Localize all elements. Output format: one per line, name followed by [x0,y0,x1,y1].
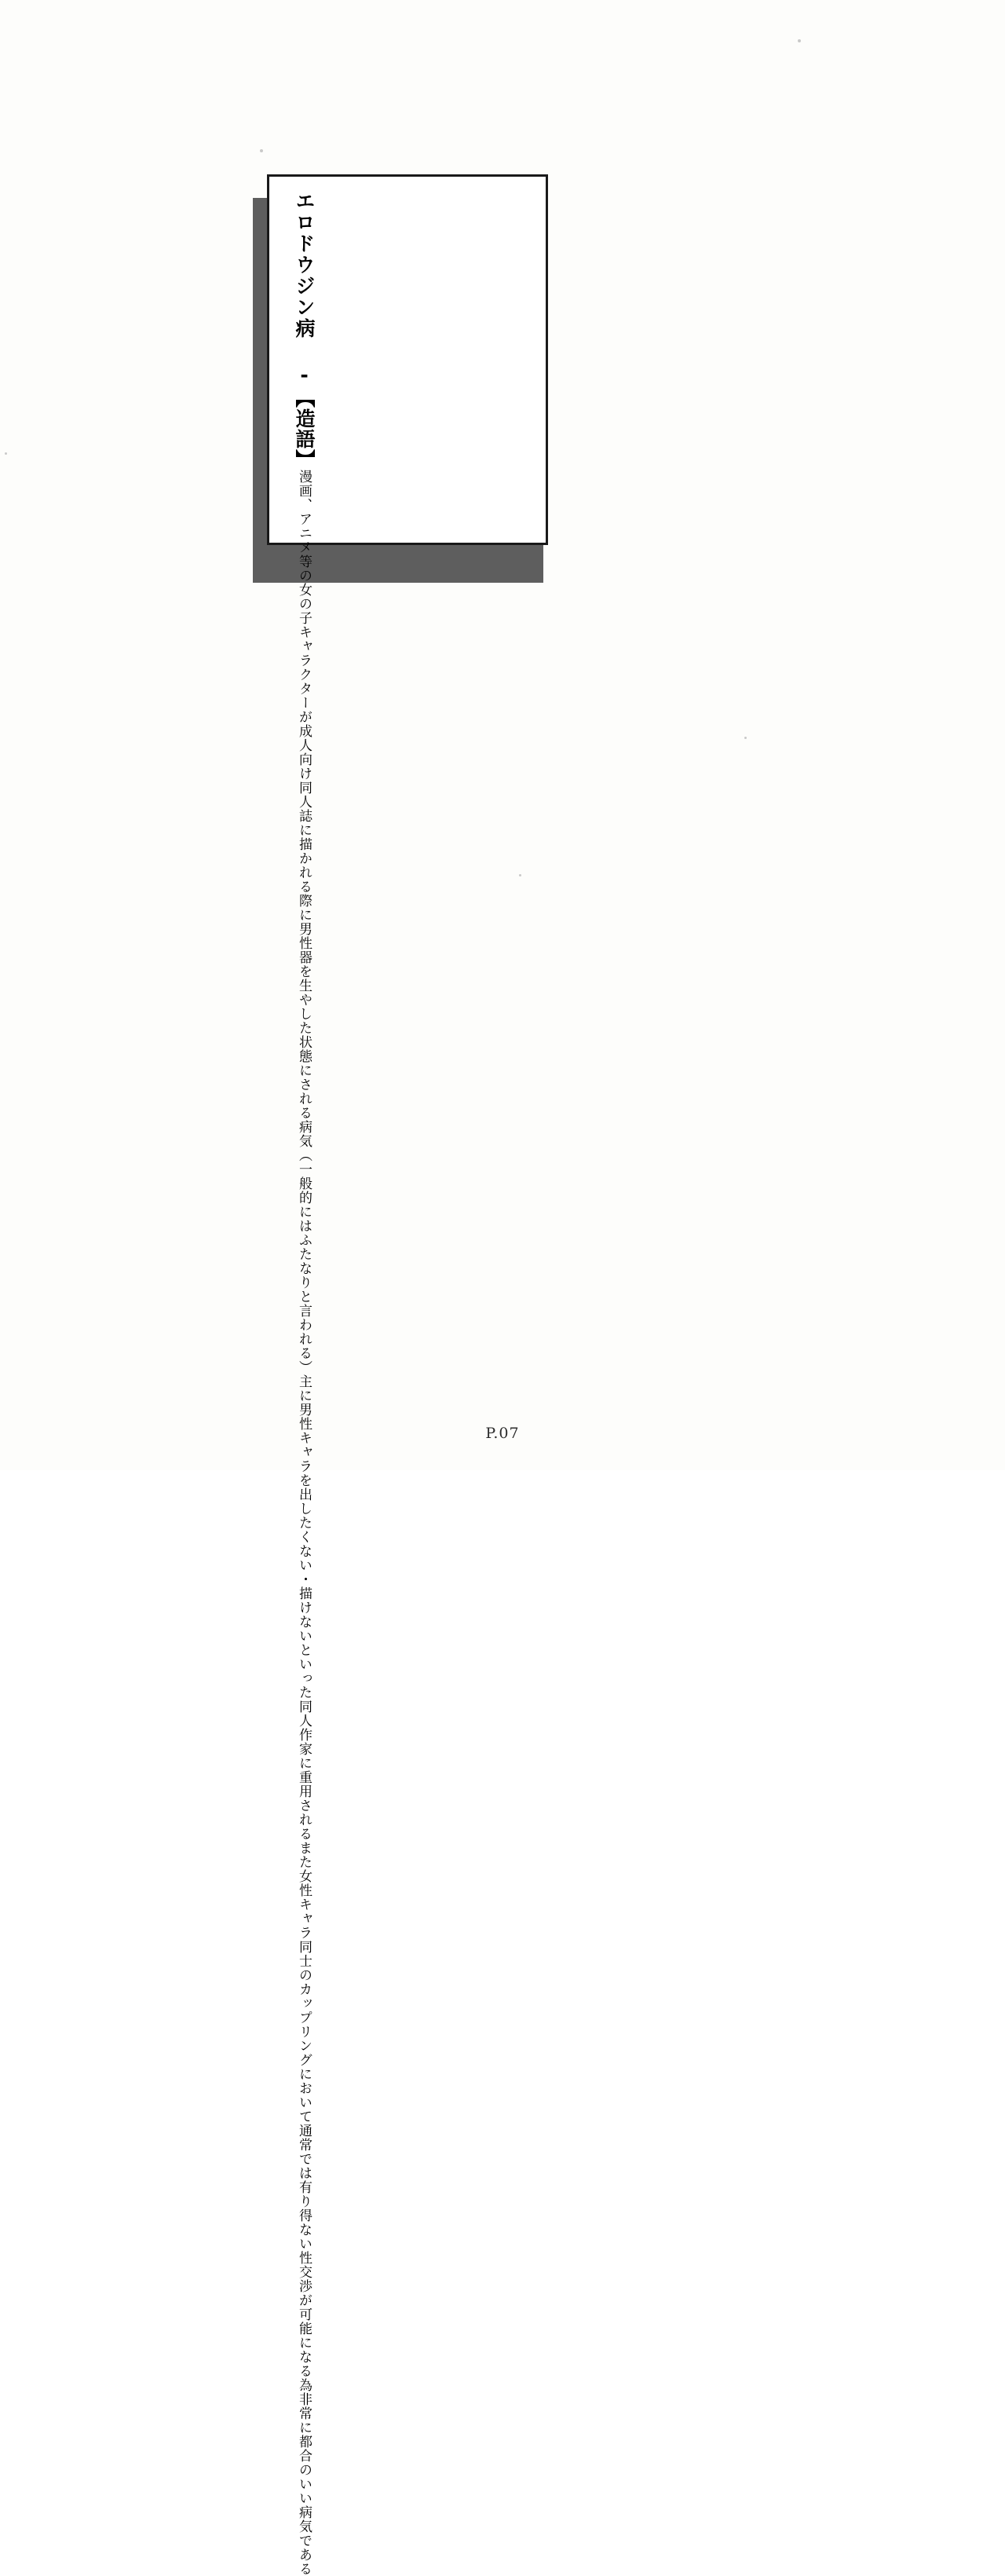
definition-line: 男性器を生やした状態にされる病気 [296,922,312,1148]
scan-speck [744,737,747,739]
definition-line: 漫画、アニメ等の女の子キャラクターが [296,470,312,724]
definition-line: 主に男性キャラを出したくない・描けない [296,1374,312,1643]
definition-line: といった同人作家に重用される [296,1643,312,1841]
definition-line: 成人向け同人誌に描かれる際に [296,724,312,922]
page-number: P.07 [485,1425,520,1442]
scan-speck [260,149,263,152]
scan-speck [519,874,521,876]
definition-line: （一般的にはふたなりと言われる） [296,1148,312,1374]
definition-tag: 【造語】 [293,388,316,470]
scan-speck [798,39,801,42]
definition-line: また女性キャラ同士のカップリングにおいて [296,1841,312,2124]
definition-line: 通常では有り得ない性交渉が可能になる為 [296,2124,312,2392]
definition-line: 非常に都合のいい病気である [296,2392,312,2576]
definition-headline [290,191,315,470]
scan-speck [5,452,7,455]
definition-term: エロドウジン病 - [293,191,316,388]
vertical-text-block [282,191,316,2576]
